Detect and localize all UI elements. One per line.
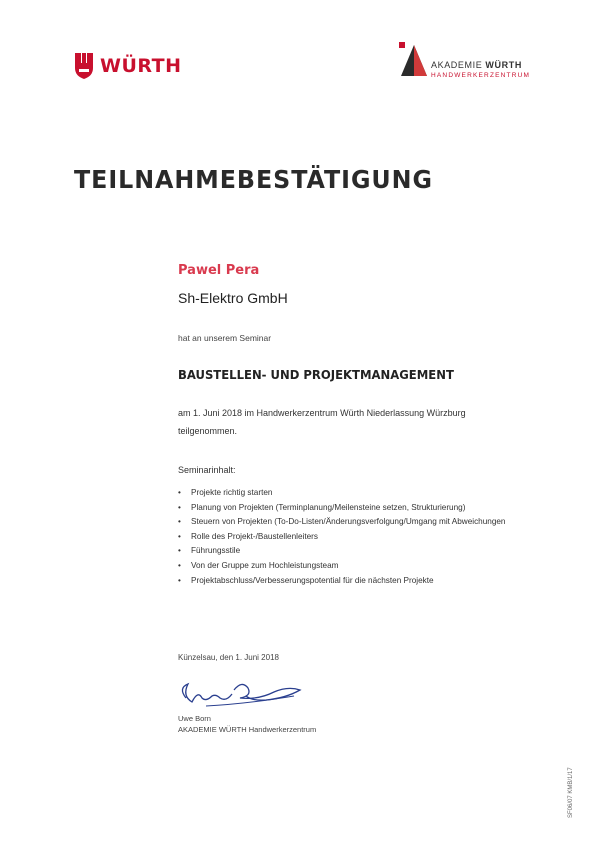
list-item: • Projektabschluss/Verbesserungspotential für die nächsten Projekte bbox=[178, 575, 533, 587]
akademie-triangle-icon bbox=[399, 42, 429, 78]
certificate-title: TEILNAHMEBESTÄTIGUNG bbox=[74, 165, 433, 194]
list-item: • Steuern von Projekten (To-Do-Listen/Änderungsverfolgung/Umgang mit Abweichungen bbox=[178, 516, 533, 528]
document-number: SF06/07 KMB/1/17 bbox=[568, 767, 574, 818]
contents-label: Seminarinhalt: bbox=[178, 465, 236, 475]
signature-image bbox=[176, 676, 306, 712]
akademie-logo bbox=[399, 42, 539, 82]
wurth-logo bbox=[74, 52, 182, 80]
list-item: • Führungsstile bbox=[178, 545, 533, 557]
participant-name: Pawel Pera bbox=[178, 263, 260, 278]
akademie-line-1 bbox=[431, 60, 522, 70]
akademie-brand: WÜRTH bbox=[485, 60, 522, 70]
list-item: • Projekte richtig starten bbox=[178, 487, 533, 499]
intro-text: hat an unserem Seminar bbox=[178, 333, 272, 343]
list-item: • Rolle des Projekt-/Baustellenleiters bbox=[178, 531, 533, 543]
list-item: • Planung von Projekten (Terminplanung/Meilensteine setzen, Strukturierung) bbox=[178, 502, 533, 514]
signer-name: Uwe Born bbox=[178, 714, 211, 723]
list-item: • Von der Gruppe zum Hochleistungsteam bbox=[178, 560, 533, 572]
signer-block bbox=[178, 713, 316, 735]
completion-text bbox=[178, 404, 538, 440]
akademie-prefix: AKADEMIE bbox=[431, 60, 483, 70]
contents-list bbox=[178, 487, 533, 589]
akademie-line-2: HANDWERKERZENTRUM bbox=[431, 72, 531, 79]
place-date: Künzelsau, den 1. Juni 2018 bbox=[178, 653, 279, 662]
signer-organisation: AKADEMIE WÜRTH Handwerkerzentrum bbox=[178, 725, 317, 734]
participant-company: Sh-Elektro GmbH bbox=[178, 290, 288, 306]
wurth-brand-name: WÜRTH bbox=[100, 55, 182, 77]
wurth-logo-icon bbox=[74, 52, 94, 80]
completion-line-1: am 1. Juni 2018 im Handwerkerzentrum Würth Niederlassung Würzburg bbox=[178, 408, 466, 418]
seminar-title: BAUSTELLEN- UND PROJEKTMANAGEMENT bbox=[178, 367, 454, 382]
completion-line-2: teilgenommen. bbox=[178, 426, 238, 436]
